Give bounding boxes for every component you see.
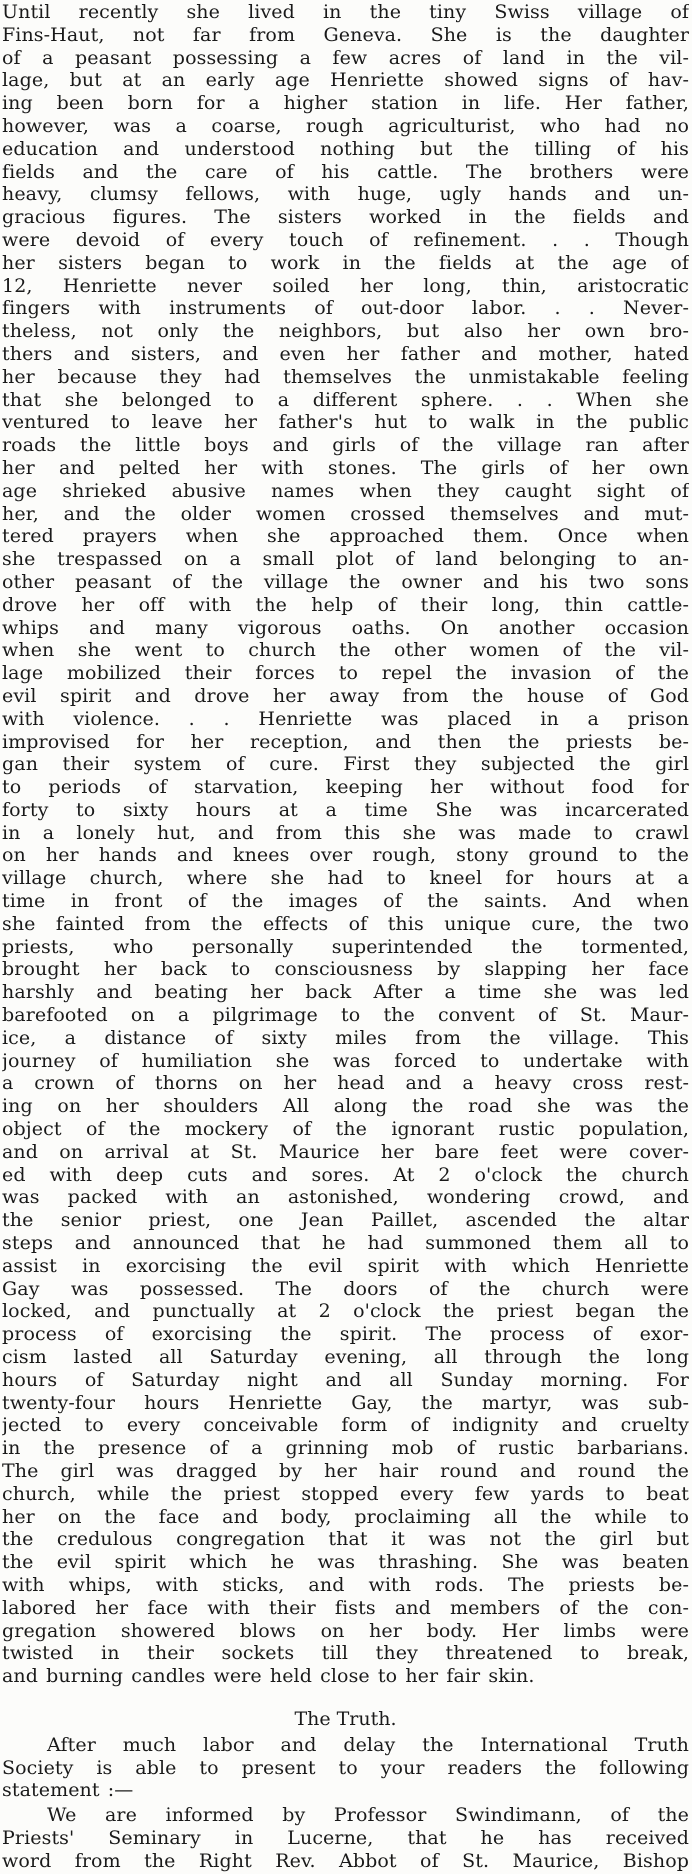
text-line: was packed with an astonished, wondering crowd, and [2, 1186, 689, 1209]
text-line: process of exorcising the spirit. The process of exor- [2, 1323, 689, 1346]
text-line: barefooted on a pilgrimage to the convent of St. Maur- [2, 1004, 689, 1027]
text-line: fingers with instruments of out-door labor. . . Never- [2, 297, 689, 320]
text-line: were devoid of every touch of refinement. . . Though [2, 228, 689, 251]
text-line: journey of humiliation she was forced to undertake with [2, 1049, 689, 1072]
text-line: roads the little boys and girls of the village ran after [2, 434, 689, 457]
text-line: twisted in their sockets till they threatened to break, [2, 1642, 689, 1665]
text-line: theless, not only the neighbors, but also her own bro- [2, 320, 689, 343]
text-line: jected to every conceivable form of indignity and cruelty [2, 1414, 689, 1437]
text-line: cism lasted all Saturday evening, all through the long [2, 1346, 689, 1369]
text-line: her, and the older women crossed themselves and mut- [2, 502, 689, 525]
text-line: and burning candles were held close to her fair skin. [2, 1665, 535, 1688]
text-line: her sisters began to work in the fields at the age of [2, 251, 689, 274]
text-line: gregation showered blows on her body. Her limbs were [2, 1619, 689, 1642]
text-line: harshly and beating her back After a time she was led [2, 981, 689, 1004]
text-line: in the presence of a grinning mob of rustic barbarians. [2, 1437, 689, 1460]
text-line: improvised for her reception, and then the priests be- [2, 730, 689, 753]
text-line: Society is able to present to your readers the following [2, 1756, 689, 1779]
text-line: education and understood nothing but the tilling of his [2, 137, 689, 160]
text-line: statement :— [2, 1779, 134, 1802]
text-line: church, while the priest stopped every few yards to beat [2, 1482, 689, 1505]
text-line: to periods of starvation, keeping her without food for [2, 776, 689, 799]
text-line: whips and many vigorous oaths. On another occasion [2, 616, 689, 639]
text-line: priests, who personally superintended the tormented, [2, 935, 689, 958]
text-line: word from the Right Rev. Abbot of St. Maurice, Bishop [2, 1849, 689, 1872]
text-line: gan their system of cure. First they subjected the girl [2, 753, 689, 776]
section-heading-the-truth: The Truth. [294, 1707, 397, 1730]
text-line: the evil spirit which he was thrashing. She was beaten [2, 1551, 689, 1574]
text-line: and on arrival at St. Maurice her bare feet were cover- [2, 1140, 689, 1163]
text-line: ice, a distance of sixty miles from the village. This [2, 1026, 689, 1049]
paragraph-truth-society-intro [2, 1734, 689, 1802]
text-line: when she went to church the other women of the vil- [2, 639, 689, 662]
text-line: The girl was dragged by her hair round and round the [2, 1460, 689, 1482]
text-line: drove her off with the help of their long, thin cattle- [2, 593, 689, 616]
text-line: assist in exorcising the evil spirit with which Henriette [2, 1254, 689, 1277]
text-line: lage mobilized their forces to repel the invasion of the [2, 662, 689, 685]
text-line: Until recently she lived in the tiny Swiss village of [2, 1, 689, 23]
text-line: forty to sixty hours at a time She was incarcerated [2, 798, 689, 821]
text-line: her because they had themselves the unmistakable feeling [2, 365, 689, 388]
text-line: her and pelted her with stones. The girls of her own [2, 456, 689, 479]
text-line: the senior priest, one Jean Paillet, ascended the altar [2, 1209, 689, 1232]
text-line: evil spirit and drove her away from the house of God [2, 684, 689, 707]
text-line: with whips, with sticks, and with rods. The priests be- [2, 1573, 689, 1596]
text-line: After much labor and delay the International Truth [47, 1733, 689, 1756]
text-line: she trespassed on a small plot of land belonging to an- [2, 548, 689, 571]
text-line: gracious figures. The sisters worked in the fields and [2, 206, 689, 229]
text-line: however, was a coarse, rough agriculturist, who had no [2, 114, 689, 137]
text-line: Priests' Seminary in Lucerne, that he has received [2, 1826, 689, 1849]
article-column [2, 1, 689, 1873]
text-line: twenty-four hours Henriette Gay, the martyr, was sub- [2, 1391, 689, 1414]
text-line: We are informed by Professor Swindimann, of the [47, 1804, 689, 1827]
text-line: object of the mockery of the ignorant rustic population, [2, 1118, 689, 1141]
text-line: a crown of thorns on her head and a heavy cross rest- [2, 1072, 689, 1095]
text-line: heavy, clumsy fellows, with huge, ugly hands and un- [2, 183, 689, 206]
text-line: locked, and punctually at 2 o'clock the priest began the [2, 1300, 689, 1323]
text-line: the credulous congregation that it was not the girl but [2, 1528, 689, 1551]
text-line: fields and the care of his cattle. The brothers were [2, 160, 689, 183]
text-line: ed with deep cuts and sores. At 2 o'clock the church [2, 1163, 689, 1186]
text-line: thers and sisters, and even her father and mother, hated [2, 342, 689, 365]
text-line: tered prayers when she approached them. Once when [2, 525, 689, 548]
text-line: that she belonged to a different sphere. . . When she [2, 388, 689, 411]
text-line: hours of Saturday night and all Sunday morning. For [2, 1368, 689, 1391]
text-line: time in front of the images of the saints. And when [2, 890, 689, 913]
text-line: Gay was possessed. The doors of the church were [2, 1277, 689, 1300]
text-line: she fainted from the effects of this unique cure, the two [2, 912, 689, 935]
text-line: on her hands and knees over rough, stony ground to the [2, 844, 689, 867]
text-line: ing on her shoulders All along the road she was the [2, 1095, 689, 1118]
text-line: her on the face and body, proclaiming all the while to [2, 1505, 689, 1528]
text-line: labored her face with their fists and members of the con- [2, 1596, 689, 1619]
text-line: ing been born for a higher station in life. Her father, [2, 92, 689, 115]
paragraph-exorcism-account [2, 1, 689, 1688]
text-line: in a lonely hut, and from this she was made to crawl [2, 821, 689, 844]
text-line: with violence. . . Henriette was placed in a prison [2, 707, 689, 730]
text-line: age shrieked abusive names when they caught sight of [2, 479, 689, 502]
text-line: Fins-Haut, not far from Geneva. She is the daughter [2, 23, 689, 46]
text-line: ventured to leave her father's hut to walk in the public [2, 411, 689, 434]
text-line: village church, where she had to kneel for hours at a [2, 867, 689, 890]
text-line: steps and announced that he had summoned them all to [2, 1232, 689, 1255]
text-line: lage, but at an early age Henriette showed signs of hav- [2, 69, 689, 92]
paragraph-professor-statement [2, 1804, 689, 1872]
text-line: 12, Henriette never soiled her long, thin, aristocratic [2, 274, 689, 297]
text-line: of a peasant possessing a few acres of land in the vil- [2, 46, 689, 69]
text-line: other peasant of the village the owner and his two sons [2, 570, 689, 593]
text-line: brought her back to consciousness by slapping her face [2, 958, 689, 981]
